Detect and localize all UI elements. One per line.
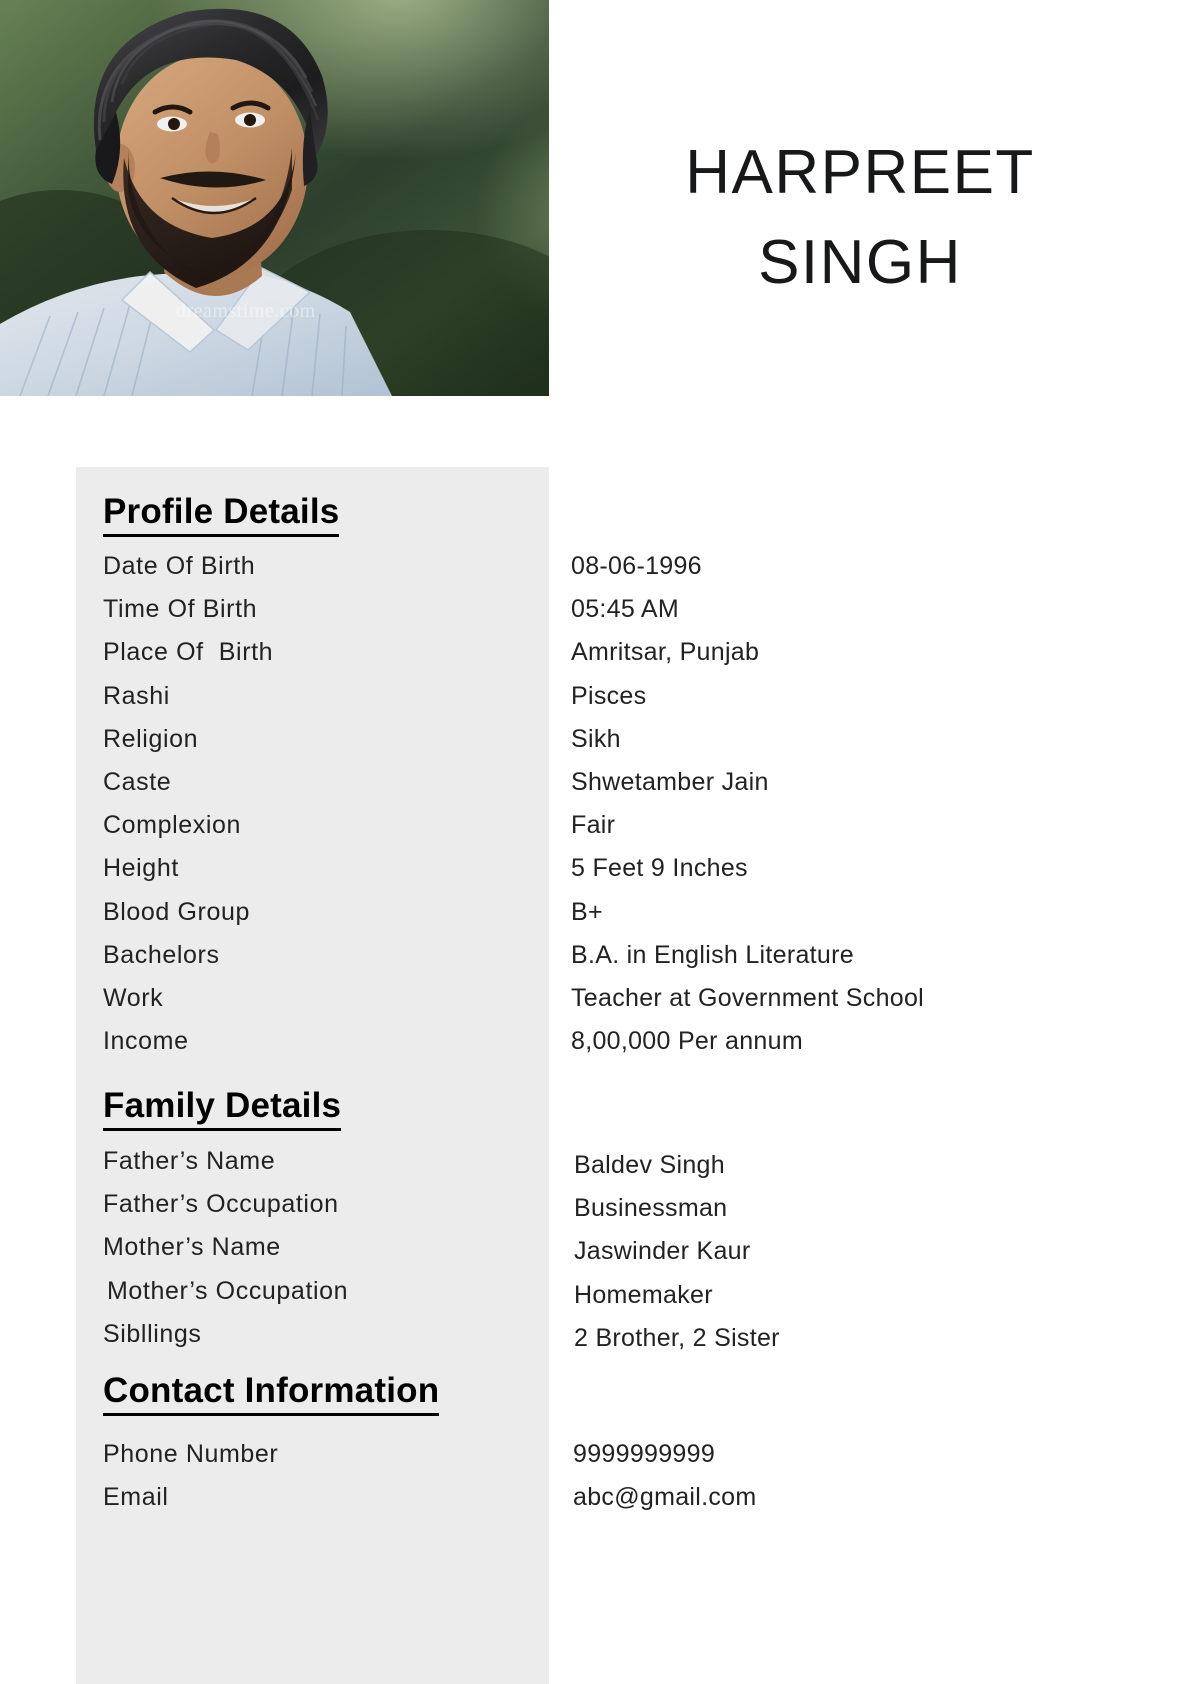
detail-value: 08-06-1996 <box>571 552 702 580</box>
detail-label: Work <box>103 984 164 1012</box>
name-line-1: HARPREET <box>685 138 1035 207</box>
detail-label: Complexion <box>103 811 242 840</box>
detail-label: Phone Number <box>103 1440 279 1468</box>
detail-value: 8,00,000 Per annum <box>571 1027 803 1056</box>
detail-label: Blood Group <box>103 897 250 926</box>
detail-value: Shwetamber Jain <box>571 768 769 796</box>
detail-value: 2 Brother, 2 Sister <box>574 1323 780 1352</box>
section-title-2: Family Details <box>103 1086 341 1131</box>
detail-value: Amritsar, Punjab <box>571 638 760 667</box>
detail-value: Pisces <box>571 681 647 710</box>
detail-value: Jaswinder Kaur <box>574 1237 751 1266</box>
detail-value: abc@gmail.com <box>573 1483 757 1512</box>
section-title-3: Contact Information <box>103 1371 439 1416</box>
detail-value: 9999999999 <box>573 1440 716 1468</box>
detail-value: Homemaker <box>574 1280 713 1309</box>
details-content <box>0 467 1191 1684</box>
detail-label: Place Of Birth <box>103 638 274 667</box>
detail-label: Email <box>103 1483 169 1512</box>
detail-label: Caste <box>103 768 172 796</box>
photo-watermark: dreamstime.com <box>176 300 316 322</box>
detail-label: Bachelors <box>103 940 220 969</box>
detail-label: Sibllings <box>103 1319 202 1348</box>
detail-value: Teacher at Government School <box>571 984 925 1012</box>
header <box>0 0 1191 400</box>
detail-value: Baldev Singh <box>574 1151 725 1179</box>
detail-value: B+ <box>571 897 603 926</box>
page-title <box>560 128 1160 308</box>
section-title-1: Profile Details <box>103 492 339 537</box>
name-line-2: SINGH <box>758 228 962 297</box>
detail-label: Height <box>103 854 179 883</box>
detail-value: Businessman <box>574 1194 728 1223</box>
detail-value: B.A. in English Literature <box>571 940 854 969</box>
detail-label: Date Of Birth <box>103 552 256 580</box>
detail-value: Fair <box>571 811 616 840</box>
detail-value: 5 Feet 9 Inches <box>571 854 748 883</box>
detail-label: Religion <box>103 724 199 753</box>
detail-label: Time Of Birth <box>103 595 258 624</box>
portrait-photo-image <box>0 0 549 396</box>
detail-label: Income <box>103 1027 189 1056</box>
detail-label: Father’s Name <box>103 1147 276 1175</box>
detail-label: Father’s Occupation <box>103 1190 339 1219</box>
detail-value: 05:45 AM <box>571 595 680 624</box>
detail-label: Mother’s Occupation <box>107 1276 349 1305</box>
detail-value: Sikh <box>571 724 621 753</box>
detail-label: Rashi <box>103 681 170 710</box>
detail-label: Mother’s Name <box>103 1233 281 1262</box>
portrait-photo <box>0 0 549 396</box>
